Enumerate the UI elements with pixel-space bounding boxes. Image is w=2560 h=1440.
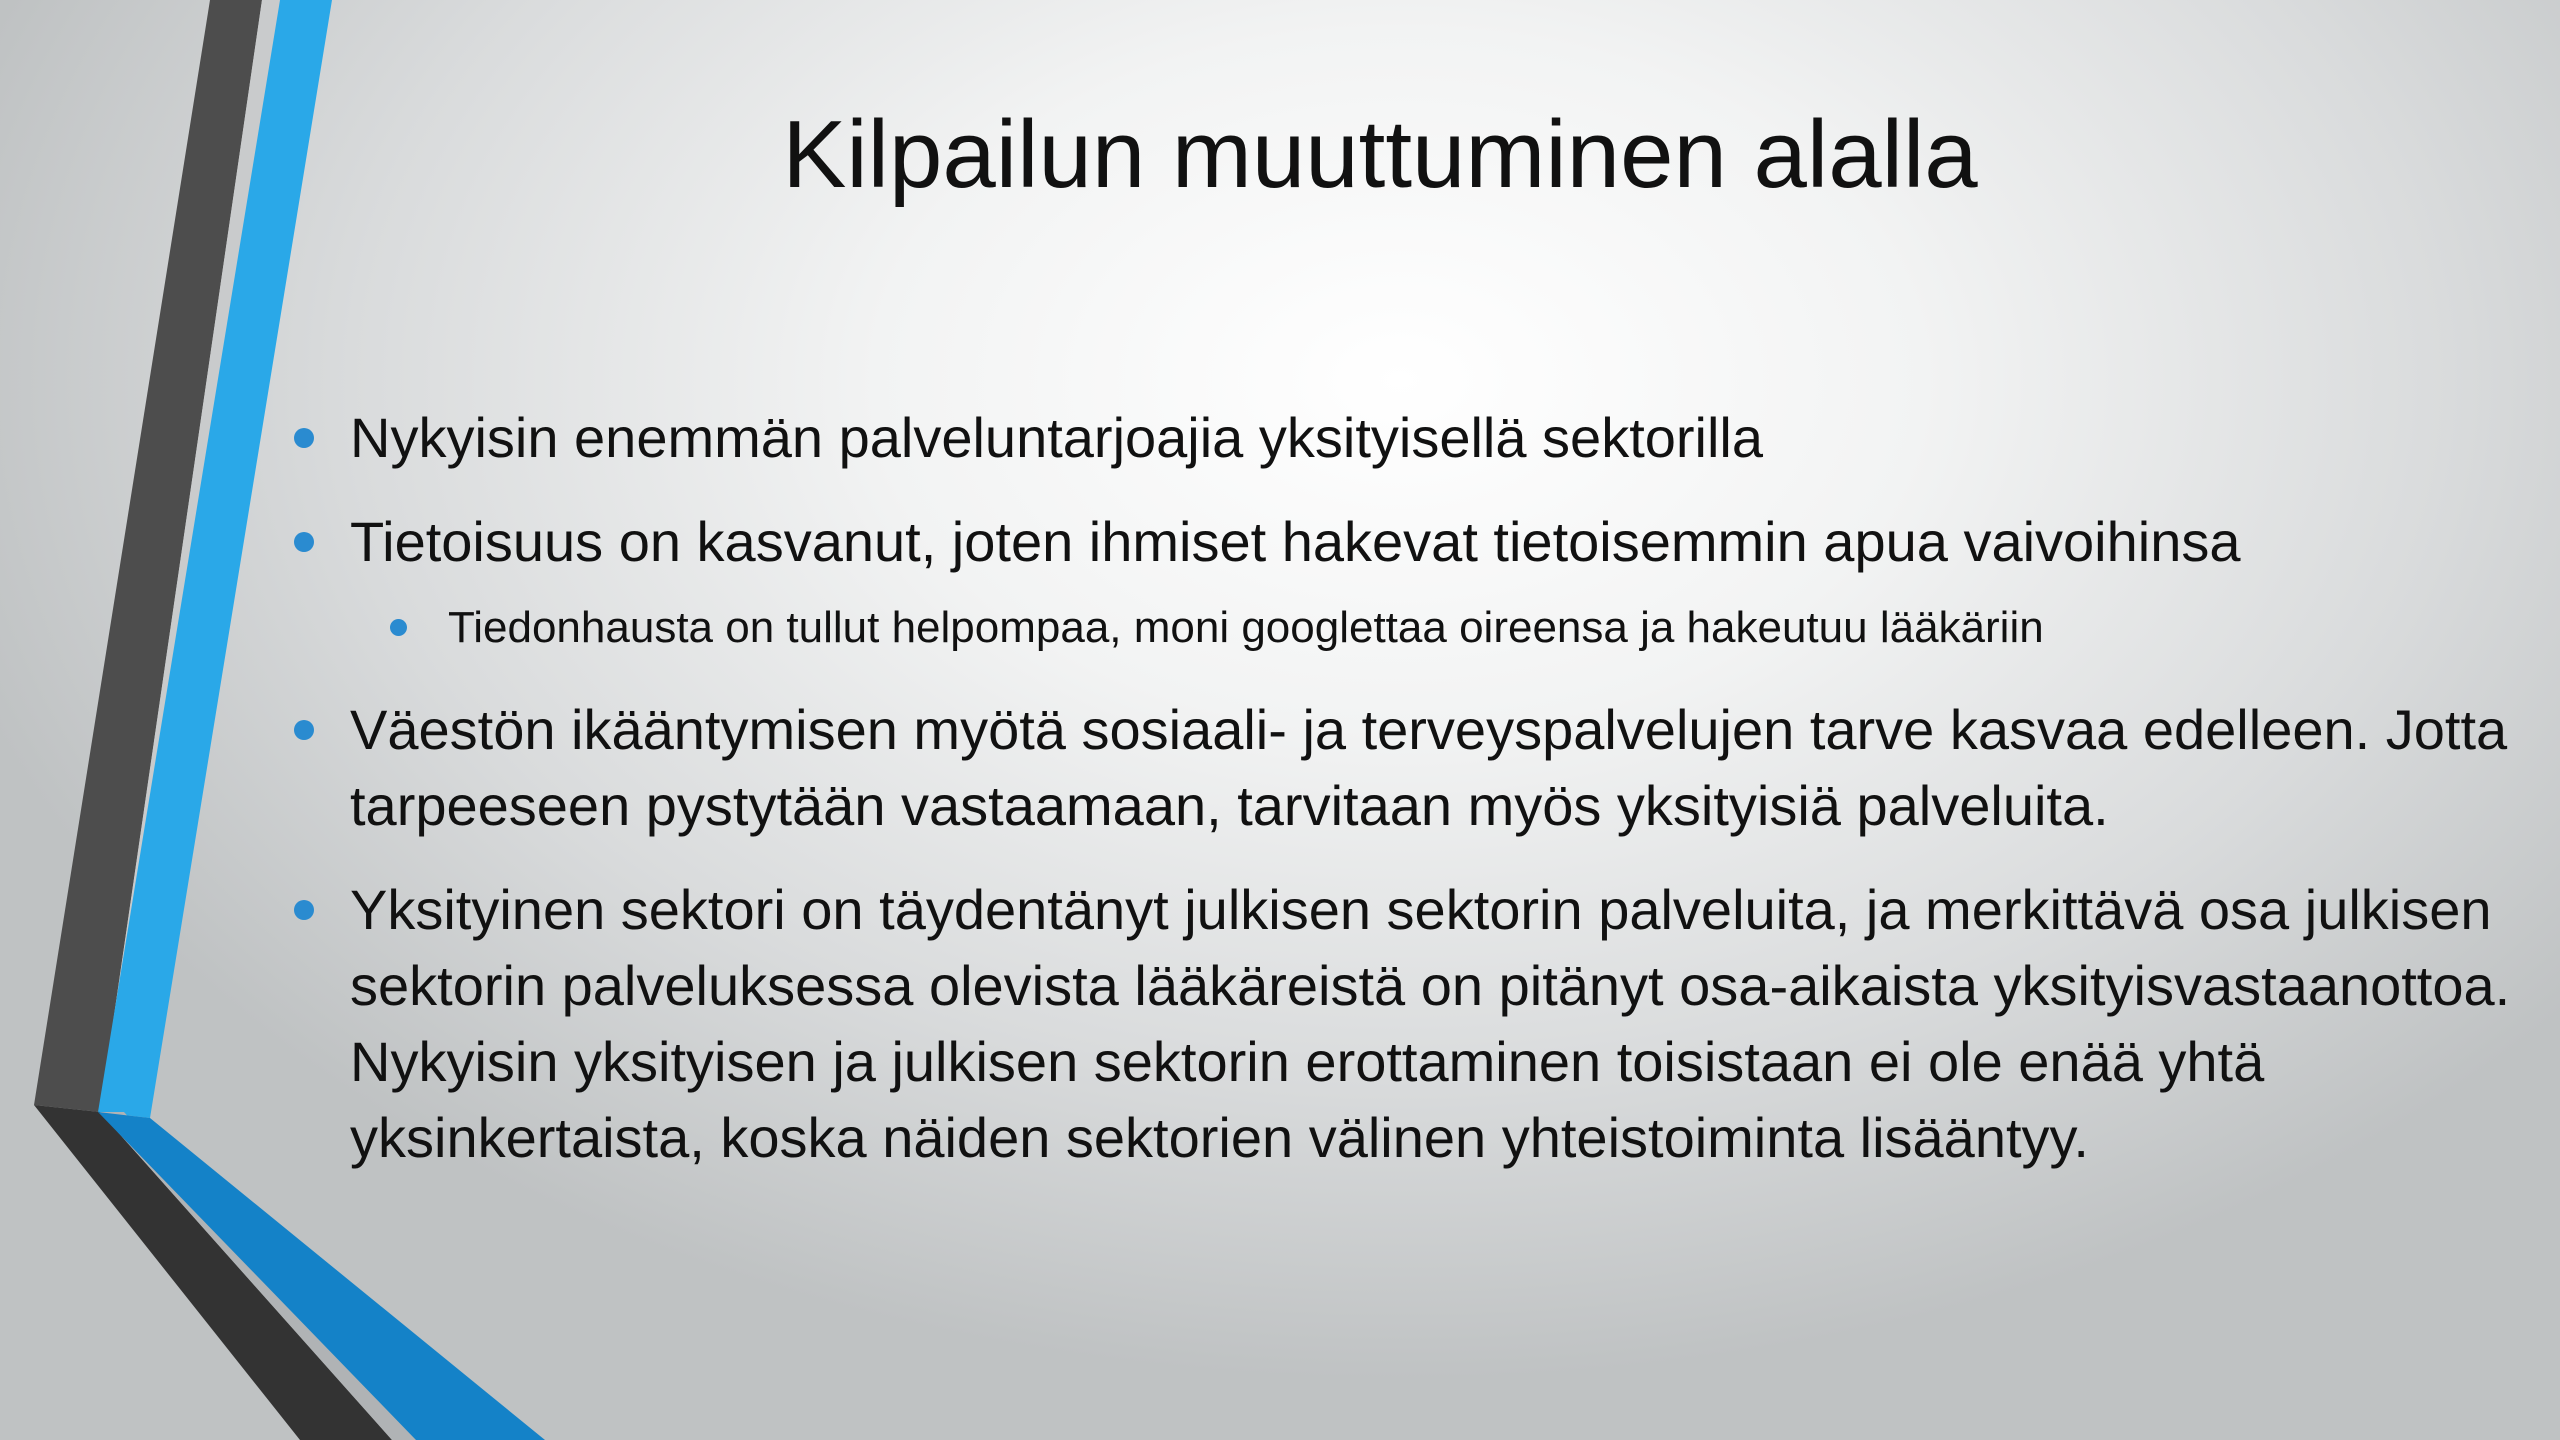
bullet-dot-icon [294, 900, 314, 920]
bullet-text: Nykyisin enemmän palveluntarjoajia yksityisellä sektorilla [350, 406, 1764, 469]
bullet-text: Väestön ikääntymisen myötä sosiaali- ja terveyspalvelujen tarve kasvaa edelleen. Jotta tarpeeseen pystytään vastaamaan, tarvitaan myös yksityisiä palveluita. [350, 698, 2508, 837]
bullet-dot-icon [390, 619, 407, 636]
bullet-item [290, 692, 2540, 844]
bullet-item [290, 504, 2540, 580]
bullet-text: Tietoisuus on kasvanut, joten ihmiset hakevat tietoisemmin apua vaivoihinsa [350, 510, 2241, 573]
bullet-item [290, 872, 2540, 1176]
bullet-item [290, 400, 2540, 476]
bullet-dot-icon [294, 428, 314, 448]
bullet-text: Yksityinen sektori on täydentänyt julkisen sektorin palveluita, ja merkittävä osa julkisen sektorin palveluksessa olevista lääkäreistä on pitänyt osa-aikaista yksityisvastaanottoa. Nykyisin yksityisen ja julkisen sektorin erottaminen toisistaan ei ole enää yhtä yksinkertaista, koska näiden sektorien välinen yhteistoiminta lisääntyy. [350, 878, 2511, 1169]
bullet-dot-icon [294, 532, 314, 552]
bullet-list [290, 400, 2540, 1204]
sub-bullet-item [388, 598, 2540, 658]
bullet-dot-icon [294, 720, 314, 740]
slide-title: Kilpailun muuttuminen alalla [782, 101, 1978, 208]
sub-bullet-text: Tiedonhausta on tullut helpompaa, moni googlettaa oireensa ja hakeutuu lääkäriin [448, 603, 2044, 652]
